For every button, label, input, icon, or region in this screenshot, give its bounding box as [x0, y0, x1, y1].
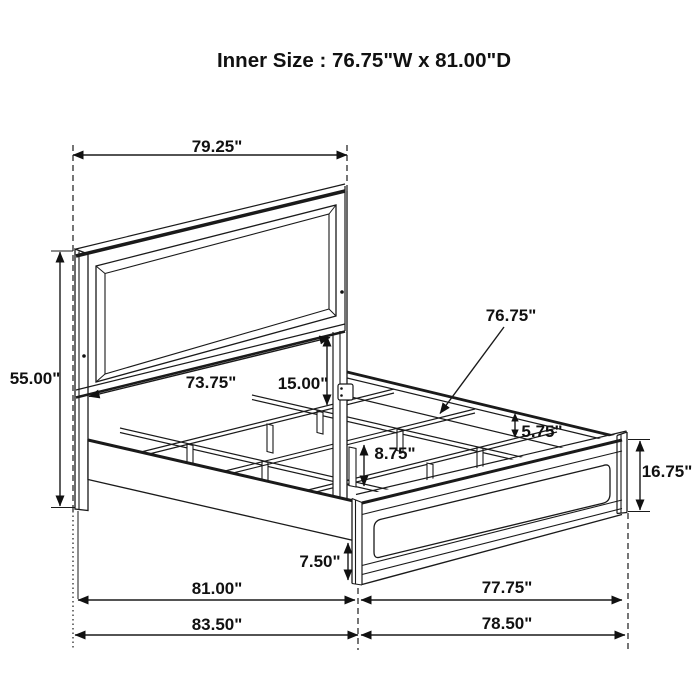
- dim-floor-clearance: [299, 543, 348, 580]
- dim-overall-depth: [75, 615, 358, 635]
- dim-inner-depth: [78, 579, 355, 600]
- dim-footboard-inner-width: [361, 578, 622, 600]
- dim-label-footboard-height: 16.75": [641, 462, 693, 481]
- page-title: Inner Size : 76.75"W x 81.00"D: [216, 49, 512, 72]
- dim-label-headboard-width: 79.25": [191, 137, 243, 156]
- dim-label-headboard-height: 55.00": [9, 369, 61, 388]
- dim-label-panel-to-slat: 15.00": [277, 374, 329, 393]
- dim-headboard-height: [10, 251, 75, 508]
- dim-label-footboard-inner-width: 77.75": [481, 578, 533, 597]
- dim-label-side-rail-height: 5.75": [521, 422, 563, 441]
- dim-headboard-width: [73, 137, 347, 156]
- dim-label-overall-depth: 83.50": [191, 615, 243, 634]
- dim-footboard-height: [628, 440, 692, 512]
- dim-label-inner-width: 76.75": [485, 306, 537, 325]
- dim-label-floor-clearance: 7.50": [299, 552, 341, 571]
- headboard-left-post-dot: [82, 354, 86, 358]
- side-rail-near: [88, 440, 358, 542]
- rail-bracket: [338, 384, 353, 400]
- dim-label-slat-support-height: 8.75": [374, 444, 416, 463]
- dim-label-inner-depth: 81.00": [191, 579, 243, 598]
- dim-label-headboard-inner-width: 73.75": [185, 373, 237, 392]
- dim-footboard-width: [361, 614, 625, 635]
- dim-label-footboard-width: 78.50": [481, 614, 533, 633]
- headboard-right-post-dot: [340, 290, 344, 294]
